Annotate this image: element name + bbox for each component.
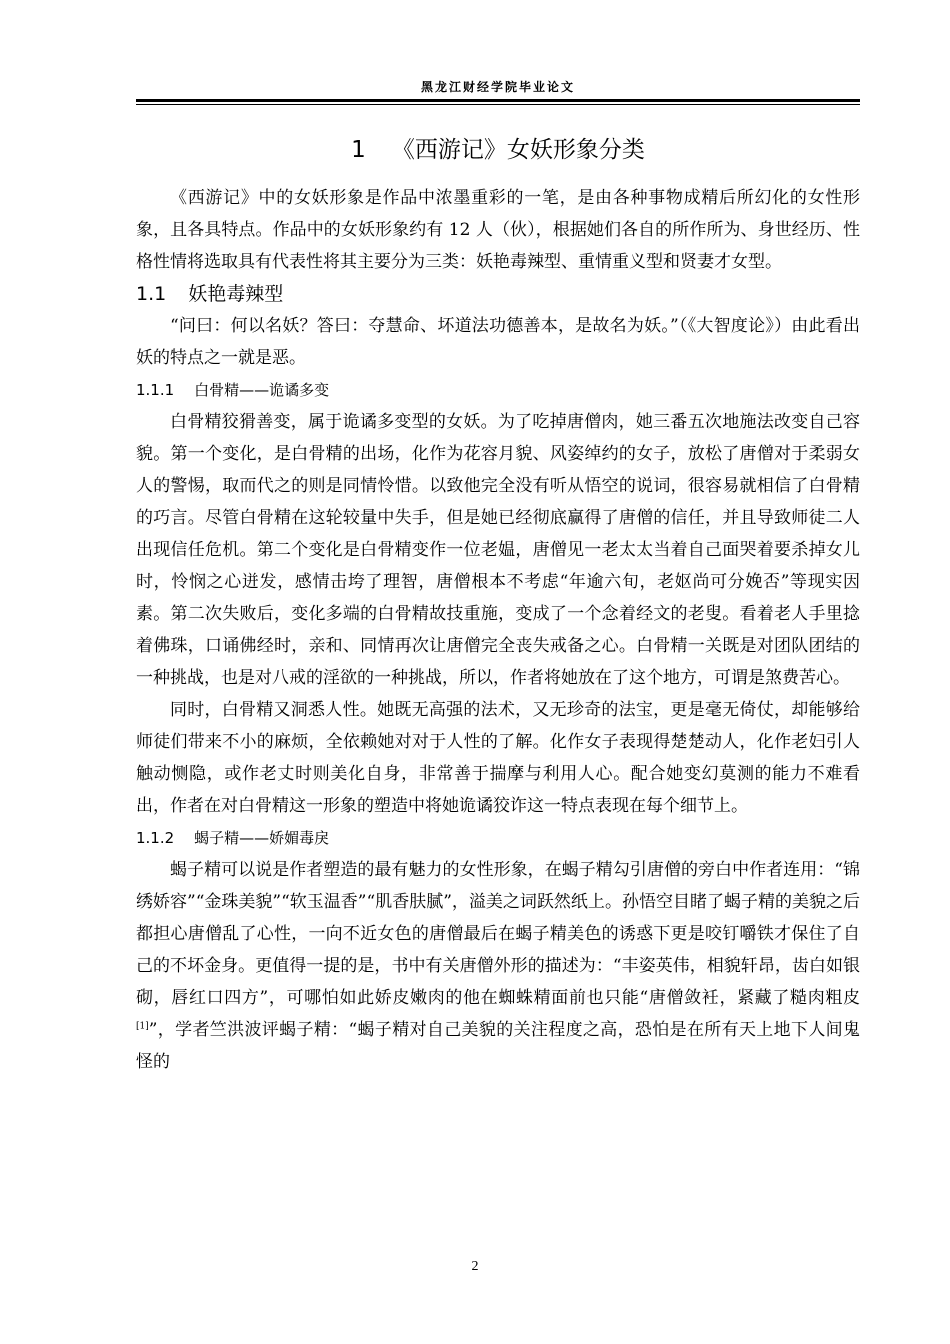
subsection-number: 1.1.1 xyxy=(136,381,175,399)
chapter-title: 《西游记》女妖形象分类 xyxy=(391,137,645,163)
section-number: 1.1 xyxy=(136,283,167,305)
section-title: 妖艳毒辣型 xyxy=(188,283,284,305)
page-body xyxy=(136,132,860,1078)
section-heading-1-1 xyxy=(136,278,860,310)
header-rule-thin xyxy=(136,104,860,105)
section-heading-1-1-1 xyxy=(136,374,860,406)
running-header: 黑龙江财经学院毕业论文 xyxy=(420,80,575,94)
page-number: 2 xyxy=(471,1259,479,1274)
citation-reference[interactable]: [1] xyxy=(136,1021,149,1032)
subsection-number: 1.1.2 xyxy=(136,829,175,847)
baigujing-paragraph-1: 白骨精狡猾善变，属于诡谲多变型的女妖。为了吃掉唐僧肉，她三番五次地施法改变自己容貌。第一个变化，是白骨精的出场，化作为花容月貌、风姿绰约的女子，放松了唐僧对于柔弱女人的警惕，取而代之的则是同情怜惜。以致他完全没有听从悟空的说词，很容易就相信了白骨精的巧言。尽管白骨精在这轮较量中失手，但是她已经彻底赢得了唐僧的信任，并且导致师徒二人出现信任危机。第二个变化是白骨精变作一位老媪，唐僧见一老太太当着自己面哭着要杀掉女儿时，怜悯之心迸发，感情击垮了理智，唐僧根本不考虑“年逾六旬，老妪尚可分娩否”等现实因素。第二次失败后，变化多端的白骨精故技重施，变成了一个念着经文的老叟。看着老人手里捻着佛珠，口诵佛经时，亲和、同情再次让唐僧完全丧失戒备之心。白骨精一关既是对团队团结的一种挑战，也是对八戒的淫欲的一种挑战，所以，作者将她放在了这个地方，可谓是煞费苦心。 xyxy=(136,412,860,688)
baigujing-paragraph-2: 同时，白骨精又洞悉人性。她既无高强的法术，又无珍奇的法宝，更是毫无倚仗，却能够给师徒们带来不小的麻烦，全依赖她对对于人性的了解。化作女子表现得楚楚动人，化作老妇引人触动恻隐，或作老丈时则美化自身，非常善于揣摩与利用人心。配合她变幻莫测的能力不难看出，作者在对白骨精这一形象的塑造中将她诡谲狡诈这一特点表现在每个细节上。 xyxy=(136,700,860,816)
intro-paragraph: 《西游记》中的女妖形象是作品中浓墨重彩的一笔，是由各种事物成精后所幻化的女性形象，且各具特点。作品中的女妖形象约有 12 人（伙），根据她们各自的所作所为、身世经历、性格性情将选取具有代表性将其主要分为三类：妖艳毒辣型、重情重义型和贤妻才女型。 xyxy=(136,188,860,272)
subsection-title: 白骨精——诡谲多变 xyxy=(194,381,330,399)
xiezijing-text-part-2: ”，学者竺洪波评蝎子精：“蝎子精对自己美貌的关注程度之高，恐怕是在所有天上地下人间鬼怪的 xyxy=(136,1020,860,1072)
xiezijing-paragraph xyxy=(136,854,860,1078)
section-1-1-paragraph: “问曰：何以名妖？答曰：夺慧命、坏道法功德善本，是故名为妖。”（《大智度论》）由此看出妖的特点之一就是恶。 xyxy=(136,316,860,368)
chapter-heading xyxy=(136,132,860,168)
chapter-number: 1 xyxy=(351,137,366,163)
header-rule-thick xyxy=(136,99,860,102)
xiezijing-text-part-1: 蝎子精可以说是作者塑造的最有魅力的女性形象，在蝎子精勾引唐僧的旁白中作者连用：“锦绣娇容”“金珠美貌”“软玉温香”“肌香肤腻”，溢美之词跃然纸上。孙悟空目睹了蝎子精的美貌之后都担心唐僧乱了心性，一向不近女色的唐僧最后在蝎子精美色的诱惑下更是咬钉嚼铁才保住了自己的不坏金身。更值得一提的是，书中有关唐僧外形的描述为：“丰姿英伟，相貌轩昂，齿白如银砌，唇红口四方”，可哪怕如此娇皮嫩肉的他在蜘蛛精面前也只能“唐僧敛衽，紧藏了糙肉粗皮 xyxy=(136,860,860,1008)
subsection-title: 蝎子精——娇媚毒戾 xyxy=(194,829,330,847)
section-heading-1-1-2 xyxy=(136,822,860,854)
